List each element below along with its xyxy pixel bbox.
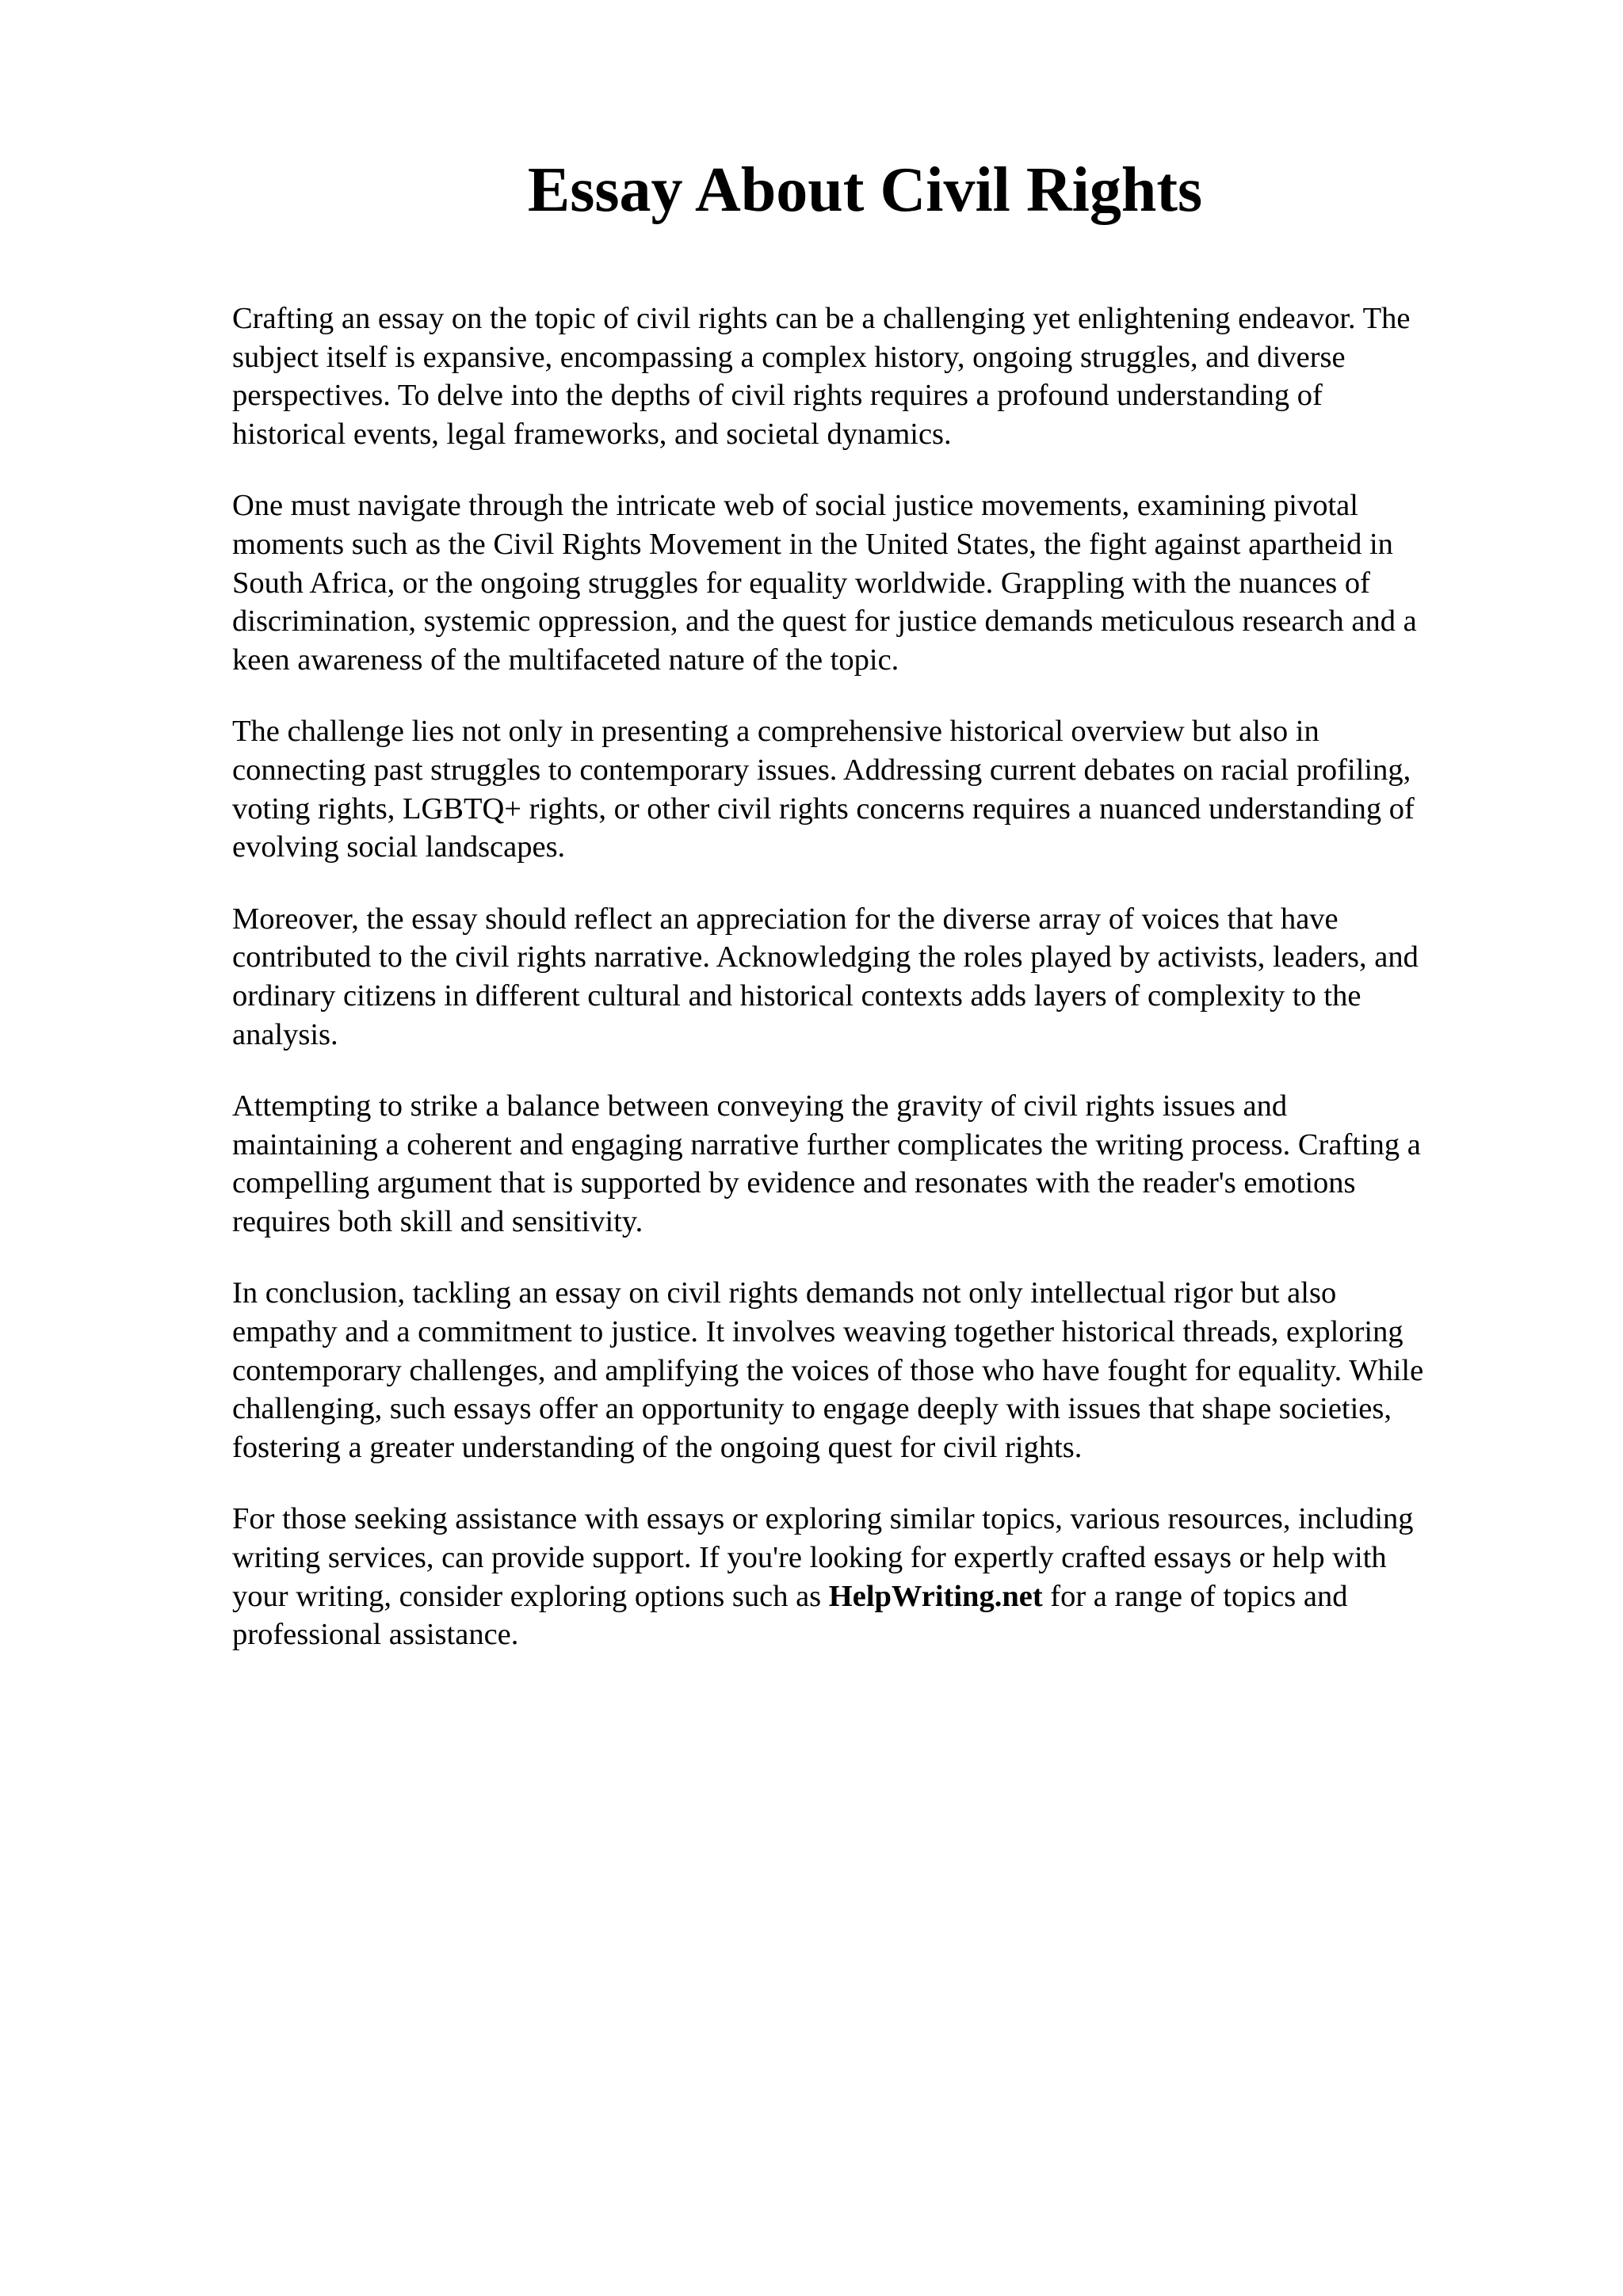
text-line: connecting past struggles to contemporary issues. Addressing current debates on racial profiling, <box>232 753 1411 787</box>
page-title: Essay About Civil Rights <box>527 155 1203 225</box>
paragraph-6 <box>232 1274 1532 1466</box>
text-line: historical events, legal frameworks, and societal dynamics. <box>232 417 952 451</box>
paragraph-1 <box>232 299 1532 453</box>
text-line: fostering a greater understanding of the ongoing quest for civil rights. <box>232 1430 1083 1464</box>
text-fragment: your writing, consider exploring options such as <box>232 1579 829 1613</box>
text-line: Crafting an essay on the topic of civil rights can be a challenging yet enlightening endeavor. The <box>232 302 1411 335</box>
text-line: One must navigate through the intricate web of social justice movements, examining pivotal <box>232 489 1358 523</box>
text-line: contemporary challenges, and amplifying the voices of those who have fought for equality. While <box>232 1353 1424 1387</box>
text-line: evolving social landscapes. <box>232 830 566 864</box>
text-line: perspectives. To delve into the depths of civil rights requires a profound understanding of <box>232 379 1323 413</box>
paragraph-5 <box>232 1087 1532 1241</box>
text-line: discrimination, systemic oppression, and the quest for justice demands meticulous research and a <box>232 605 1417 639</box>
text-line: moments such as the Civil Rights Movement in the United States, the fight against apartheid in <box>232 527 1393 561</box>
text-line: maintaining a coherent and engaging narrative further complicates the writing process. Crafting a <box>232 1127 1421 1161</box>
text-line: ordinary citizens in different cultural and historical contexts adds layers of complexity to the <box>232 978 1361 1013</box>
text-fragment: for a range of topics and <box>1042 1579 1348 1613</box>
text-line: analysis. <box>232 1017 338 1051</box>
text-line: The challenge lies not only in presenting a comprehensive historical overview but also in <box>232 715 1319 749</box>
text-line: subject itself is expansive, encompassing a complex history, ongoing struggles, and diverse <box>232 340 1346 374</box>
text-line: requires both skill and sensitivity. <box>232 1204 643 1238</box>
essay-body <box>232 299 1532 1688</box>
text-line: challenging, such essays offer an opportunity to engage deeply with issues that shape societies, <box>232 1392 1392 1426</box>
paragraph-2 <box>232 486 1532 679</box>
text-line: writing services, can provide support. If you're looking for expertly crafted essays or help with <box>232 1541 1387 1575</box>
closing-paragraph <box>232 1500 1532 1653</box>
text-line: keen awareness of the multifaceted nature of the topic. <box>232 643 899 677</box>
text-line-with-link <box>232 1577 1532 1616</box>
paragraph-4 <box>232 900 1532 1054</box>
text-line: In conclusion, tackling an essay on civil rights demands not only intellectual rigor but also <box>232 1276 1337 1310</box>
text-line: contributed to the civil rights narrative. Acknowledging the roles played by activists, leaders, and <box>232 940 1419 974</box>
text-line: compelling argument that is supported by evidence and resonates with the reader's emotions <box>232 1166 1356 1200</box>
text-line: professional assistance. <box>232 1618 519 1652</box>
text-line: Moreover, the essay should reflect an appreciation for the diverse array of voices that have <box>232 902 1338 936</box>
text-line: For those seeking assistance with essays or exploring similar topics, various resources, including <box>232 1502 1414 1536</box>
helpwriting-link[interactable]: HelpWriting.net <box>828 1579 1043 1613</box>
paragraph-3 <box>232 712 1532 866</box>
text-line: voting rights, LGBTQ+ rights, or other civil rights concerns requires a nuanced understanding of <box>232 791 1415 826</box>
text-line: South Africa, or the ongoing struggles for equality worldwide. Grappling with the nuances of <box>232 566 1370 600</box>
text-line: Attempting to strike a balance between conveying the gravity of civil rights issues and <box>232 1089 1288 1123</box>
text-line: empathy and a commitment to justice. It involves weaving together historical threads, exploring <box>232 1315 1403 1349</box>
